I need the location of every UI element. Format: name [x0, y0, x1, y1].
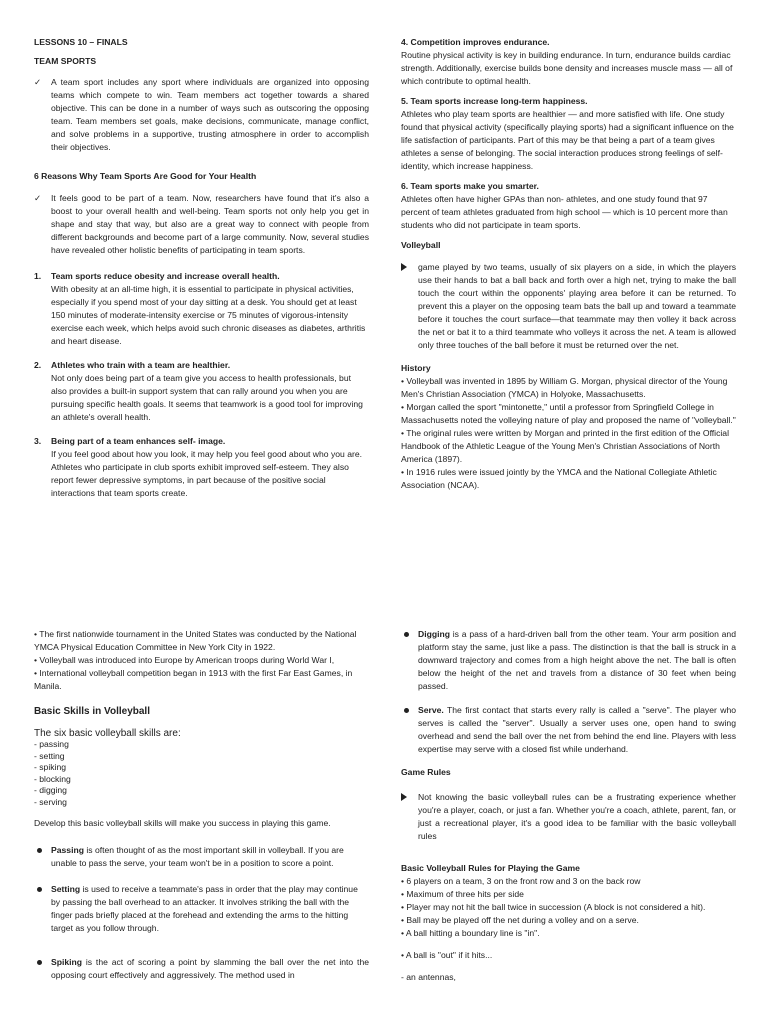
- list-item: - passing: [34, 739, 69, 749]
- arrow-bullet-icon: [401, 793, 407, 801]
- reason-6-title: 6. Team sports make you smarter.: [401, 181, 539, 191]
- bullet-icon: [37, 960, 42, 965]
- volleyball-definition: game played by two teams, usually of six players on a side, in which the players use their hands to bat a ball back and forth over a high net, trying to make the ball touch the court within the opponents' playing area before it can be returned. To prevent this a player on the opposing team bats the ball up and toward a teammate before it touches the court surface—that teammate may then volley it back across the net or bat it to a third teammate who volleys it across the net. A team is allowed only three touches of the ball before it must be returned over the net.: [401, 261, 736, 352]
- reason-6-text: Athletes often have higher GPAs than non- athletes, and one study found that 97 percent of team athletes graduated from high school — which is 10 percent more than students who did not participate in team sports.: [401, 194, 728, 230]
- reason-1: 1. Team sports reduce obesity and increase overall health. With obesity at an all-time high, it is essential to participate in physical activities, especially if you spend most of your day sitting at a desk. You should get at least 150 minutes of moderate-intensity exercise or 75 minutes of vigorous-intensity exercise each week, which helps avoid such chronic diseases as diabetes, arthritis and heart disease.: [34, 270, 369, 348]
- arrow-bullet-icon: [401, 263, 407, 271]
- history-item: • Volleyball was introduced into Europe by American troops during World War I,: [34, 655, 335, 665]
- list-item: - digging: [34, 785, 67, 795]
- rule-item: • A ball hitting a boundary line is "in".: [401, 928, 540, 938]
- volleyball-heading: Volleyball: [401, 240, 441, 250]
- bullet-icon: [404, 708, 409, 713]
- reason-title: Being part of a team enhances self- image.: [51, 436, 226, 446]
- list-item: - setting: [34, 750, 65, 761]
- section-title-team-sports: TEAM SPORTS: [34, 56, 97, 66]
- page1-right-column: [401, 36, 736, 492]
- reason-4-text: Routine physical activity is key in building endurance. In turn, endurance builds cardiac strength. Additionally, exercise builds bone density and increases muscle mass — all of which contribute to optimal health.: [401, 50, 733, 86]
- reason-3: 3. Being part of a team enhances self- image. If you feel good about how you look, it may help you feel good about who you are. Athletes who participate in club sports exhibit improved self-esteem. They also report fewer depressive symptoms, in part because of the positive social interactions that team sports create.: [34, 435, 369, 500]
- skills-intro: The six basic volleyball skills are:: [34, 728, 181, 739]
- history-item: • Morgan called the sport "mintonette," until a professor from Springfield College in Massachusetts noted the volleying nature of play and proposed the name of "volleyball.": [401, 402, 736, 425]
- rule-item: • Maximum of three hits per side: [401, 889, 524, 899]
- skills-heading: Basic Skills in Volleyball: [34, 706, 150, 717]
- rule-item: • Player may not hit the ball twice in succession (A block is not considered a hit).: [401, 902, 706, 912]
- history-item: • The original rules were written by Morgan and printed in the first edition of the Official Handbook of the Athletic League of the Young Men's Christian Associations of North America (1897).: [401, 428, 729, 464]
- history-item: • In 1916 rules were issued jointly by the YMCA and the National Collegiate Athletic Association (NCAA).: [401, 467, 717, 490]
- skill-serve: Serve. The first contact that starts every rally is called a "serve". The player who serves is called the "server". Usually a server uses one, open hand to swing overhead and send the ball over the net from behind the end line. Players with less expertise may serve with a closed fist while underhand.: [401, 704, 736, 756]
- check-icon: ✓: [34, 77, 42, 87]
- skill-digging: Digging is a pass of a hard-driven ball from the other team. Your arm position and platform stay the same, just like a pass. The distinction is that the ball is struck in a downward trajectory and comes from a high height above the net. The ball is often below the height of the net and travels from a distance of 30 feet when being passed.: [401, 628, 736, 693]
- bullet-icon: [37, 887, 42, 892]
- rule-item: • 6 players on a team, 3 on the front row and 3 on the back row: [401, 876, 641, 886]
- game-rules-heading: Game Rules: [401, 767, 451, 777]
- lesson-title: LESSONS 10 – FINALS: [34, 37, 128, 47]
- rule-antenna: - an antennas,: [401, 972, 456, 982]
- develop-note: Develop this basic volleyball skills will make you success in playing this game.: [34, 818, 331, 828]
- history-item: • International volleyball competition began in 1913 with the first Far East Games, in Manila.: [34, 668, 353, 691]
- reason-2: 2. Athletes who train with a team are healthier. Not only does being part of a team give you access to health professionals, but also provides a built-in support system that can rally around you when you are pursuing specific health goals. It seems that teamwork is a good tool for improving an athlete's overall health.: [34, 359, 369, 424]
- skill-passing: Passing is often thought of as the most important skill in volleyball. If you are unable to pass the serve, your team won't be in a position to score a point.: [34, 844, 369, 870]
- history-item: • Volleyball was invented in 1895 by William G. Morgan, physical director of the Young Men's Christian Association (YMCA) in Holyoke, Massachusetts.: [401, 376, 728, 399]
- reasons-intro: ✓ It feels good to be part of a team. Now, researchers have found that it's also a boost to your overall health and well-being. Team sports not only help you get in shape and stay that way, but also are a great way to connect with people from different backgrounds and become part of a large community. Now, several studies have revealed other holistic benefits of participating in team sports.: [34, 193, 369, 255]
- page2-right-column: [401, 628, 736, 984]
- list-item: - spiking: [34, 762, 66, 772]
- skills-list: [34, 739, 369, 808]
- bullet-icon: [37, 848, 42, 853]
- reason-text: Not only does being part of a team give you access to health professionals, but also provides a built-in support system that can rally around you when you are pursuing specific health goals. It seems that teamwork is a good tool for improving an athlete's overall health.: [51, 373, 363, 422]
- list-item: - serving: [34, 796, 67, 807]
- list-item: - blocking: [34, 773, 71, 784]
- page1-left-column: [34, 36, 369, 500]
- reason-5-title: 5. Team sports increase long-term happiness.: [401, 96, 588, 106]
- basic-rules-heading: Basic Volleyball Rules for Playing the Game: [401, 863, 580, 873]
- reason-4-title: 4. Competition improves endurance.: [401, 37, 550, 47]
- reasons-heading: 6 Reasons Why Team Sports Are Good for Your Health: [34, 171, 257, 181]
- game-rules-intro: Not knowing the basic volleyball rules can be a frustrating experience whether you're a player, coach, or just a fan. Whether you're a coach, athlete, parent, fan, or just a recreational player, it's a good idea to be familiar with the basic volleyball rules: [401, 791, 736, 843]
- reason-title: Team sports reduce obesity and increase overall health.: [51, 271, 280, 281]
- skill-setting: Setting is used to receive a teammate's pass in order that the play may continue by passing the ball overhead to an attacker. It involves striking the ball with the finger pads briefly placed at the forehead and extending the arms to the hitting target as you follow through.: [34, 883, 369, 935]
- bullet-icon: [404, 632, 409, 637]
- rule-item: • Ball may be played off the net during a volley and on a serve.: [401, 915, 639, 925]
- reason-text: With obesity at an all-time high, it is essential to participate in physical activities, especially if you spend most of your day sitting at a desk. You should get at least 150 minutes of moderate-intensity exercise or 75 minutes of vigorous-intensity exercise each week, which helps avoid such chronic diseases as diabetes, arthritis and heart disease.: [51, 284, 366, 346]
- history-heading: History: [401, 363, 431, 373]
- history-item: • The first nationwide tournament in the United States was conducted by the National YMCA Physical Education Committee in New York City in 1922.: [34, 629, 357, 652]
- reason-text: If you feel good about how you look, it may help you feel good about who you are. Athletes who participate in club sports exhibit improved self-esteem. They also report fewer depressive symptoms, in part because of the positive social interactions that team sports create.: [51, 449, 363, 498]
- reason-title: Athletes who train with a team are healthier.: [51, 360, 231, 370]
- check-icon: ✓: [34, 193, 42, 203]
- reason-5-text: Athletes who play team sports are healthier — and more satisfied with life. One study found that physical activity (specifically playing sports) had a significant influence on the life satisfaction of participants. Part of this may be that being a part of a team gives athletes a sense of belonging. The social interaction produces strong feelings of self- identity, which increase happiness.: [401, 109, 734, 171]
- rule-out: • A ball is "out" if it hits...: [401, 950, 493, 960]
- team-sport-definition: ✓ A team sport includes any sport where individuals are organized into opposing teams which compete to win. Team members act together towards a shared objective. This can be done in a number of ways such as outscoring the opposing team. Team members set goals, make decisions, communicate, manage conflict, and solve problems in a supportive, trusting atmosphere in order to accomplish their objectives.: [34, 77, 369, 152]
- skill-spiking: Spiking is the act of scoring a point by slamming the ball over the net into the opposing court effectively and aggressively. The method used in: [34, 956, 369, 982]
- page2-left-column: [34, 628, 369, 982]
